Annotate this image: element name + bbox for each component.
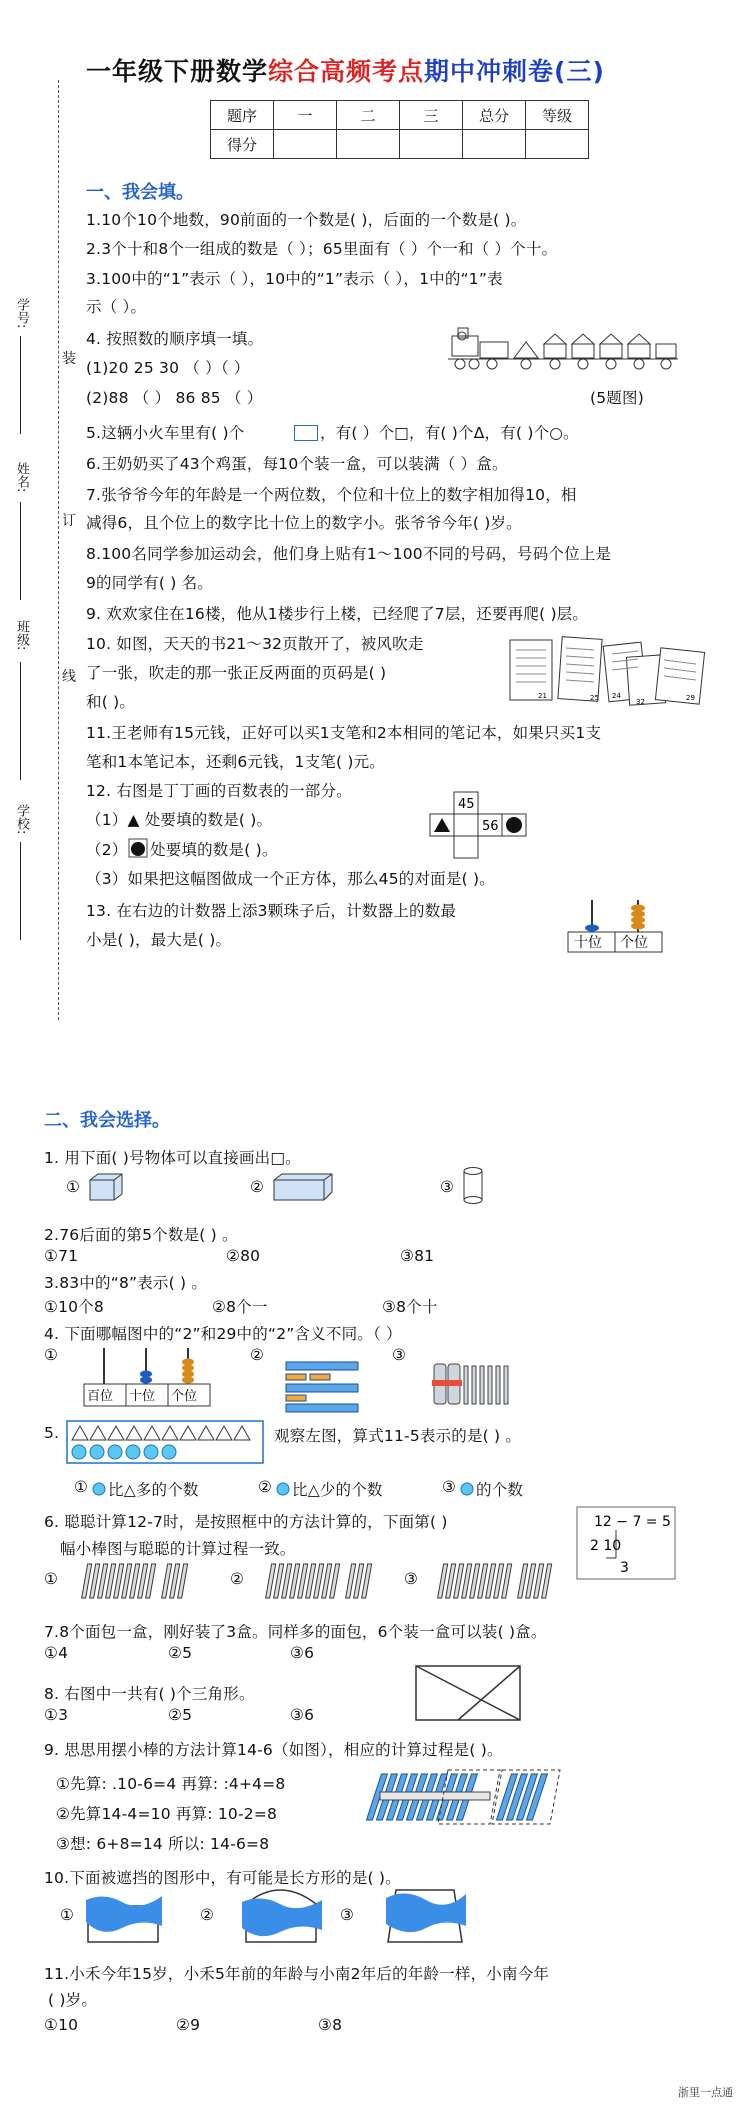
choice-4: 4. 下面哪幅图中的“2”和29中的“2”含义不同。（ ） bbox=[44, 1325, 402, 1343]
binding-line bbox=[58, 80, 59, 1020]
sticks-figure bbox=[84, 1562, 214, 1602]
question-12-2b: 处要填的数是( )。 bbox=[150, 841, 278, 859]
question-11: 11.王老师有15元钱，正好可以买1支笔和2本相同的笔记本，如果只买1支 bbox=[86, 724, 602, 742]
choice-5-opt-2[interactable]: ② bbox=[258, 1478, 273, 1496]
cylinder-icon bbox=[462, 1166, 486, 1206]
choice-5-side: 观察左图，算式11-5表示的是( ) 。 bbox=[274, 1427, 522, 1445]
choice-6: 6. 聪聪计算12-7时，是按照框中的方法计算的，下面第( ) bbox=[44, 1513, 448, 1531]
choice-9: 9. 思思用摆小棒的方法计算14-6（如图），相应的计算过程是( )。 bbox=[44, 1741, 503, 1759]
student-id-field[interactable] bbox=[20, 336, 21, 434]
page-title: 一年级下册数学综合高频考点期中冲刺卷(三) bbox=[86, 57, 605, 86]
choice-10: 10.下面被遮挡的图形中，有可能是长方形的是( )。 bbox=[44, 1869, 401, 1887]
choice-5-opt-3[interactable]: ③ bbox=[442, 1478, 457, 1496]
triangles-figure bbox=[414, 1664, 524, 1724]
choice-5-opt-1[interactable]: ① bbox=[74, 1478, 89, 1496]
scattered-pages-figure bbox=[508, 636, 708, 706]
question-12-2a: （2） bbox=[86, 841, 128, 859]
circle-icon bbox=[128, 838, 148, 858]
abacus-label: 十位 bbox=[129, 1389, 156, 1404]
choice-1: 1. 用下面( )号物体可以直接画出□。 bbox=[44, 1149, 301, 1167]
binding-char: 线 bbox=[62, 669, 76, 685]
stick-bundles-icon bbox=[430, 1360, 520, 1410]
blue-circle-icon bbox=[276, 1482, 290, 1496]
choice-5-opt-2-text: 比△少的个数 bbox=[292, 1481, 383, 1499]
choice-3-opt-1[interactable]: ①10个8 bbox=[44, 1298, 104, 1316]
section-2-title: 二、我会选择。 bbox=[44, 1110, 170, 1131]
choice-11: 11.小禾今年15岁，小禾5年前的年龄与小南2年后的年龄一样，小南今年 bbox=[44, 1965, 550, 1983]
choice-4-opt-1[interactable]: ① bbox=[44, 1346, 59, 1364]
choice-8-opt-3[interactable]: ③6 bbox=[290, 1706, 315, 1724]
choice-2-opt-1[interactable]: ①71 bbox=[44, 1247, 79, 1265]
question-4: 4. 按照数的顺序填一填。 bbox=[86, 330, 264, 348]
page-number: 29 bbox=[686, 694, 695, 702]
choice-2-opt-2[interactable]: ②80 bbox=[226, 1247, 261, 1265]
choice-7-opt-3[interactable]: ③6 bbox=[290, 1644, 315, 1662]
choice-7-opt-1[interactable]: ①4 bbox=[44, 1644, 69, 1662]
abacus-figure bbox=[566, 896, 666, 956]
sticks-figure bbox=[268, 1562, 398, 1602]
choice-2: 2.76后面的第5个数是( ) 。 bbox=[44, 1226, 238, 1244]
calc-split: 2 10 bbox=[590, 1538, 622, 1554]
school-field[interactable] bbox=[20, 842, 21, 940]
choice-1-opt-1[interactable]: ① bbox=[66, 1178, 81, 1196]
place-value-abacus bbox=[84, 1340, 214, 1410]
calc-box bbox=[576, 1506, 676, 1580]
question-12-3: （3）如果把这幅图做成一个正方体，那么45的对面是( )。 bbox=[86, 870, 495, 888]
page-number: 32 bbox=[636, 698, 645, 706]
abacus-label: 个位 bbox=[171, 1389, 198, 1404]
choice-9-opt-2[interactable]: ②先算14-4=10 再算: 10-2=8 bbox=[56, 1805, 278, 1823]
choice-11-opt-3[interactable]: ③8 bbox=[318, 2016, 343, 2034]
abacus-label: 百位 bbox=[87, 1389, 114, 1404]
name-label: 姓名: bbox=[14, 462, 29, 493]
choice-3-opt-2[interactable]: ②8个一 bbox=[212, 1298, 268, 1316]
choice-3: 3.83中的“8”表示( ) 。 bbox=[44, 1274, 208, 1292]
question-9: 9. 欢欢家住在16楼，他从1楼步行上楼，已经爬了7层，还要再爬( )层。 bbox=[86, 605, 589, 623]
score-input-cell[interactable] bbox=[463, 130, 526, 159]
question-8-cont: 9的同学有( ) 名。 bbox=[86, 574, 214, 592]
score-header-cell: 二 bbox=[337, 101, 400, 130]
question-8: 8.100名同学参加运动会，他们身上贴有1～100不同的号码，号码个位上是 bbox=[86, 545, 612, 563]
question-12-1: （1）▲ 处要填的数是( )。 bbox=[86, 811, 273, 829]
score-row-label: 得分 bbox=[211, 130, 274, 159]
score-header-cell: 三 bbox=[400, 101, 463, 130]
choice-11-cont: ( )岁。 bbox=[48, 1991, 98, 2009]
question-10-cont2: 和( )。 bbox=[86, 693, 136, 711]
choice-10-opt-1[interactable]: ① bbox=[60, 1906, 75, 1924]
rectangle-icon bbox=[294, 425, 318, 441]
name-field[interactable] bbox=[20, 502, 21, 600]
question-11-cont: 笔和1本笔记本，还剩6元钱，1支笔( )元。 bbox=[86, 753, 386, 771]
blue-circle-icon bbox=[460, 1482, 474, 1496]
question-10: 10. 如图，天天的书21～32页散开了，被风吹走 bbox=[86, 635, 424, 653]
abacus-label-tens: 十位 bbox=[574, 935, 602, 951]
choice-3-opt-3[interactable]: ③8个十 bbox=[382, 1298, 438, 1316]
choice-10-opt-2[interactable]: ② bbox=[200, 1906, 215, 1924]
binding-char: 装 bbox=[62, 351, 76, 367]
footer-watermark: 浙里一点通 bbox=[678, 2086, 733, 2099]
sticks-14-figure bbox=[378, 1766, 588, 1830]
question-7: 7.张爷爷今年的年龄是一个两位数，个位和十位上的数字相加得10，相 bbox=[86, 486, 577, 504]
choice-1-opt-2[interactable]: ② bbox=[250, 1178, 265, 1196]
school-label: 学校: bbox=[14, 804, 29, 835]
question-3: 3.100中的“1”表示（ ），10中的“1”表示（ ），1中的“1”表 bbox=[86, 270, 503, 288]
student-id-label: 学号: bbox=[14, 298, 29, 329]
score-header-cell: 题序 bbox=[211, 101, 274, 130]
blue-circle-icon bbox=[92, 1482, 106, 1496]
question-5b: ，有( ）个□，有( )个Δ，有( )个○。 bbox=[320, 424, 579, 442]
choice-4-opt-2[interactable]: ② bbox=[250, 1346, 265, 1364]
choice-6-opt-3[interactable]: ③ bbox=[404, 1570, 419, 1588]
choice-5-num: 5. bbox=[44, 1424, 60, 1442]
calc-line: 12 − 7 = 5 bbox=[594, 1514, 671, 1530]
question-12: 12. 右图是丁丁画的百数表的一部分。 bbox=[86, 782, 352, 800]
score-input-cell[interactable] bbox=[526, 130, 589, 159]
question-10-cont: 了一张，吹走的那一张正反两面的页码是( ) bbox=[86, 664, 387, 682]
choice-6-cont: 幅小棒图与聪聪的计算过程一致。 bbox=[60, 1540, 296, 1558]
choice-5-opt-3-text: 的个数 bbox=[476, 1481, 524, 1499]
question-7-cont: 减得6，且个位上的数字比十位上的数字小。张爷爷今年( )岁。 bbox=[86, 514, 522, 532]
abacus-label-ones: 个位 bbox=[620, 935, 648, 951]
choice-8-opt-2[interactable]: ②5 bbox=[168, 1706, 193, 1724]
train-caption: (5题图) bbox=[590, 389, 644, 407]
question-5a: 5.这辆小火车里有( )个 bbox=[86, 424, 245, 442]
score-table bbox=[210, 100, 589, 159]
question-13: 13. 在右边的计数器上添3颗珠子后，计数器上的数最 bbox=[86, 902, 457, 920]
page-number: 24 bbox=[612, 692, 621, 700]
question-13-cont: 小是( )，最大是( )。 bbox=[86, 931, 232, 949]
section-1-title: 一、我会填。 bbox=[86, 182, 194, 203]
train-figure bbox=[440, 322, 690, 382]
choice-7-opt-2[interactable]: ②5 bbox=[168, 1644, 193, 1662]
question-2: 2.3个十和8个一组成的数是（ ）；65里面有（ ）个一和（ ）个十。 bbox=[86, 240, 558, 258]
choice-11-opt-2[interactable]: ②9 bbox=[176, 2016, 201, 2034]
covered-shape-1 bbox=[84, 1892, 164, 1944]
page-number: 21 bbox=[538, 692, 547, 700]
score-header-cell: 一 bbox=[274, 101, 337, 130]
cuboid-icon bbox=[272, 1172, 336, 1202]
choice-4-opt-3[interactable]: ③ bbox=[392, 1346, 407, 1364]
score-header-cell: 总分 bbox=[463, 101, 526, 130]
score-input-cell[interactable] bbox=[337, 130, 400, 159]
score-input-cell[interactable] bbox=[400, 130, 463, 159]
covered-shape-3 bbox=[384, 1884, 468, 1946]
choice-9-opt-1[interactable]: ①先算: .10-6=4 再算: :4+4=8 bbox=[56, 1775, 286, 1793]
choice-6-opt-2[interactable]: ② bbox=[230, 1570, 245, 1588]
choice-6-opt-1[interactable]: ① bbox=[44, 1570, 59, 1588]
cube-icon bbox=[88, 1172, 128, 1202]
question-6: 6.王奶奶买了43个鸡蛋，每10个装一盒，可以装满（ ）盒。 bbox=[86, 455, 508, 473]
calc-result: 3 bbox=[620, 1560, 629, 1576]
choice-2-opt-3[interactable]: ③81 bbox=[400, 1247, 435, 1265]
sticks-figure bbox=[440, 1562, 580, 1602]
chart-cell-56: 56 bbox=[482, 819, 499, 834]
question-3-cont: 示（ ）。 bbox=[86, 298, 147, 316]
shapes-figure bbox=[66, 1420, 266, 1466]
page-number: 25 bbox=[590, 694, 599, 702]
question-1: 1.10个10个地数，90前面的一个数是( )，后面的一个数是( )。 bbox=[86, 211, 527, 229]
choice-5-opt-1-text: 比△多的个数 bbox=[108, 1481, 199, 1499]
binding-char: 订 bbox=[62, 513, 76, 529]
covered-shape-2 bbox=[240, 1882, 324, 1946]
choice-10-opt-3[interactable]: ③ bbox=[340, 1906, 355, 1924]
choice-8: 8. 右图中一共有( )个三角形。 bbox=[44, 1685, 255, 1703]
sticks-bundles-icon bbox=[284, 1360, 364, 1420]
hundred-chart-figure bbox=[426, 790, 536, 865]
choice-9-opt-3[interactable]: ③想: 6+8=14 所以: 14-6=8 bbox=[56, 1835, 270, 1853]
score-header-cell: 等级 bbox=[526, 101, 589, 130]
choice-11-opt-1[interactable]: ①10 bbox=[44, 2016, 79, 2034]
class-label: 班级: bbox=[14, 620, 29, 651]
choice-8-opt-1[interactable]: ①3 bbox=[44, 1706, 69, 1724]
chart-cell-45: 45 bbox=[458, 797, 475, 812]
class-field[interactable] bbox=[20, 662, 21, 780]
score-input-cell[interactable] bbox=[274, 130, 337, 159]
choice-1-opt-3[interactable]: ③ bbox=[440, 1178, 455, 1196]
question-4-2: (2)88 （ ） 86 85 （ ） bbox=[86, 389, 263, 407]
question-4-1: (1)20 25 30 （ ）（ ） bbox=[86, 359, 250, 377]
choice-7: 7.8个面包一盒，刚好装了3盒。同样多的面包，6个装一盒可以装( )盒。 bbox=[44, 1623, 547, 1641]
